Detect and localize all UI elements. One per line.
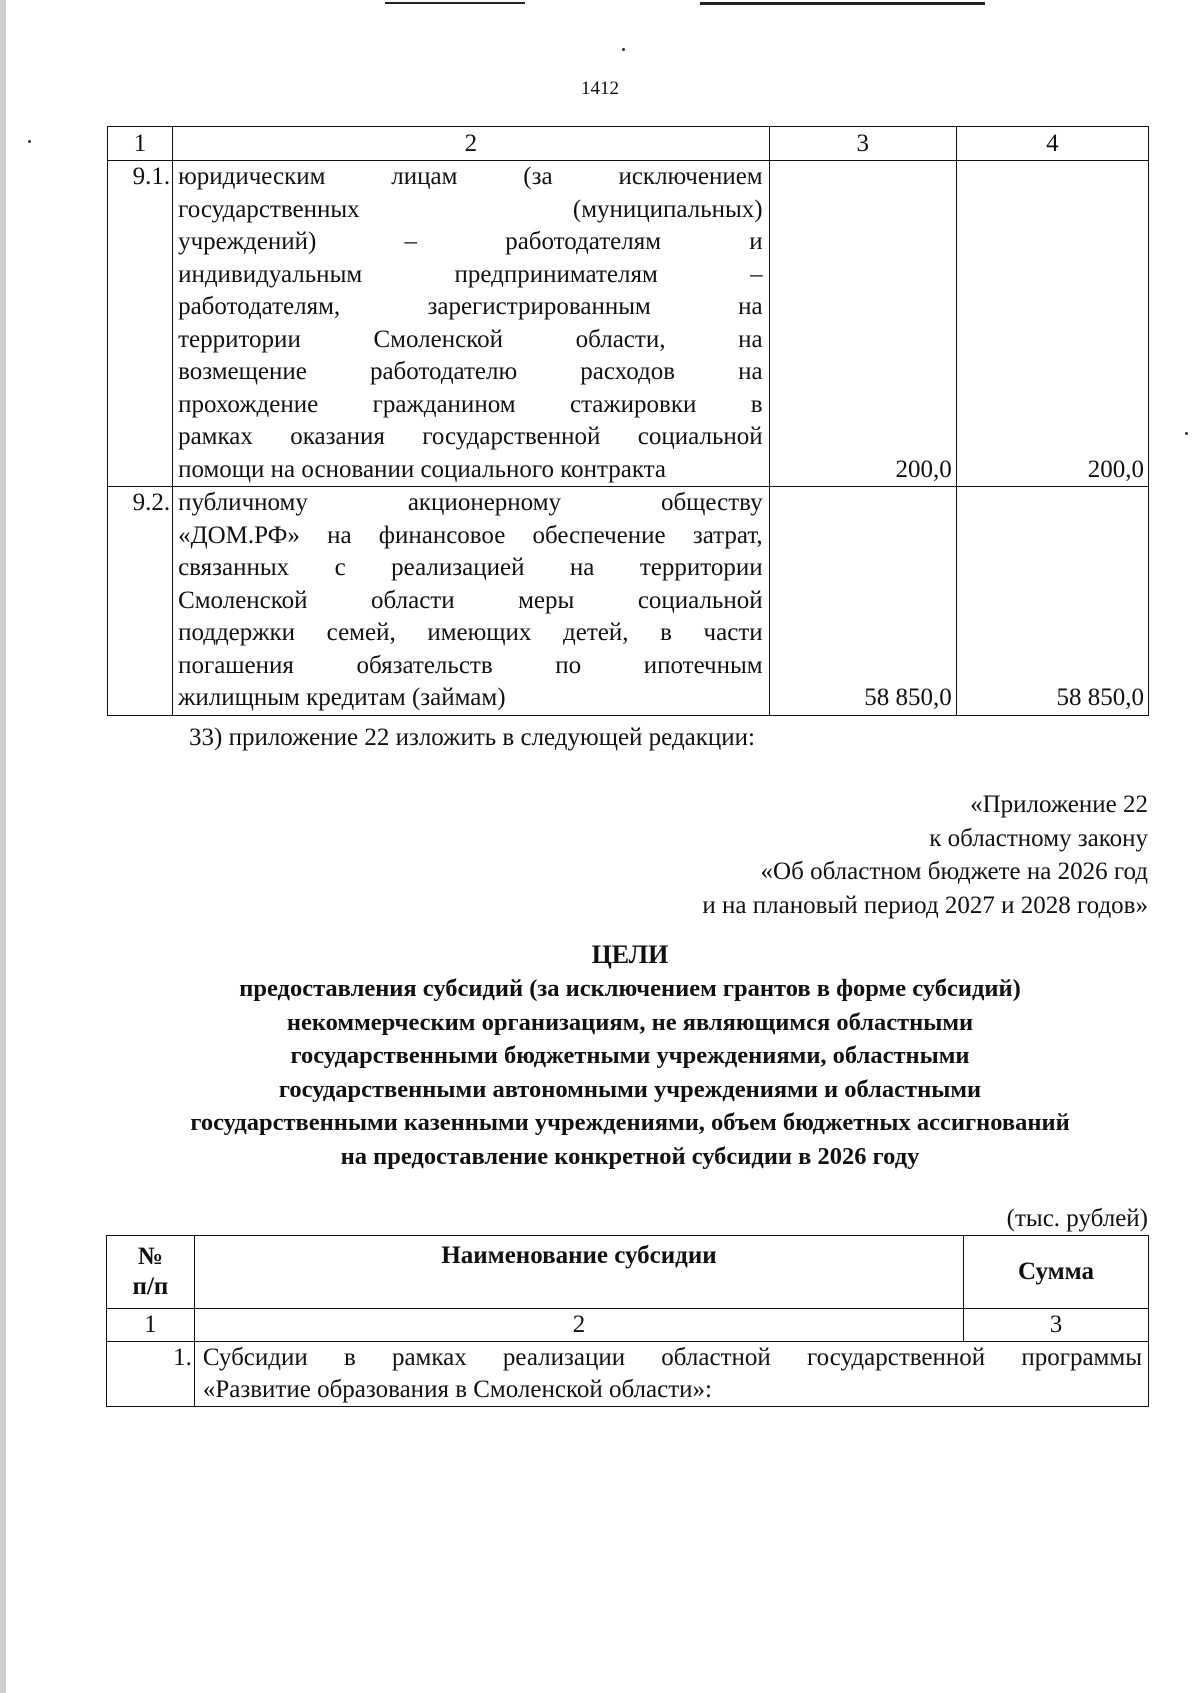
row-description	[173, 161, 770, 487]
row-value-col4: 58 850,0	[956, 487, 1148, 716]
heading-line: предоставления субсидий (за исключением грантов в форме субсидий)	[239, 975, 1021, 1002]
header-number-cell	[107, 1236, 195, 1309]
scan-top-artifact	[385, 2, 525, 4]
units-label: (тыс. рублей)	[1006, 1205, 1148, 1232]
text-line: связанных с реализацией на территории	[178, 554, 763, 581]
amendment-paragraph: 33) приложение 22 изложить в следующей редакции:	[189, 724, 755, 751]
column-number: 1	[107, 1309, 195, 1342]
heading-title: ЦЕЛИ	[591, 940, 669, 969]
scan-edge-shadow	[0, 0, 6, 1693]
row-description	[173, 487, 770, 716]
appendix-line: «Приложение 22	[970, 791, 1148, 818]
text-line: учреждений) – работодателям и	[178, 228, 763, 255]
scan-speck	[28, 140, 31, 143]
text-line: рамках оказания государственной социальной	[178, 423, 763, 450]
text-line: государственных (муниципальных)	[178, 195, 763, 223]
text-line: индивидуальным предпринимателям –	[178, 260, 763, 288]
appendix-reference	[702, 788, 1148, 922]
appendix-line: к областному закону	[929, 824, 1148, 852]
text-line: «ДОМ.РФ» на финансовое обеспечение затрат,	[178, 521, 763, 549]
text-line: прохождение гражданином стажировки в	[178, 390, 763, 418]
row-number: 9.2.	[108, 487, 173, 716]
heading-line: государственными бюджетными учреждениями, областными	[290, 1042, 970, 1069]
text-line: Смоленской области меры социальной	[178, 586, 763, 614]
header-subsidy-name: Наименование субсидии	[194, 1236, 963, 1309]
appendix-line: и на плановый период 2027 и 2028 годов»	[702, 891, 1148, 919]
text-line: возмещение работодателю расходов на	[178, 358, 763, 385]
scan-top-artifact	[700, 2, 985, 5]
page-number: 1412	[581, 78, 619, 99]
text-line: жилищным кредитам (займам)	[178, 684, 506, 711]
column-number: 3	[769, 127, 956, 161]
table-row	[108, 161, 1149, 487]
heading-line: некоммерческим организациям, не являющимся областными	[286, 1008, 974, 1036]
scan-speck	[1185, 432, 1188, 435]
column-number: 4	[956, 127, 1148, 161]
row-value-col4: 200,0	[956, 161, 1148, 487]
header-number-abbr: п/п	[132, 1273, 169, 1300]
text-line: территории Смоленской области, на	[178, 325, 763, 353]
heading-line: на предоставление конкретной субсидии в 2026 году	[340, 1142, 920, 1170]
document-heading	[110, 938, 1150, 1173]
row-value-col3: 58 850,0	[769, 487, 956, 716]
text-line: Субсидии в рамках реализации областной государственной программы	[202, 1344, 1142, 1371]
column-number: 2	[173, 127, 770, 161]
text-line: помощи на основании социального контракта	[178, 455, 666, 483]
heading-line: государственными автономными учреждениями и областными	[278, 1075, 982, 1103]
row-number: 9.1.	[108, 161, 173, 487]
subsidy-table	[106, 1235, 1149, 1407]
table-row	[107, 1342, 1149, 1407]
row-description	[194, 1342, 1148, 1407]
row-value-col3: 200,0	[769, 161, 956, 487]
table-header-row	[107, 1236, 1149, 1309]
column-numbering-row	[107, 1309, 1149, 1342]
text-line: поддержки семей, имеющих детей, в части	[178, 619, 763, 646]
header-number-sign: №	[137, 1243, 163, 1270]
appendix-line: «Об областном бюджете на 2026 год	[760, 858, 1148, 885]
row-number: 1.	[107, 1342, 195, 1407]
header-sum: Сумма	[964, 1236, 1149, 1309]
scan-speck	[622, 48, 625, 51]
text-line: юридическим лицам (за исключением	[178, 163, 763, 190]
column-number: 2	[194, 1309, 963, 1342]
heading-line: государственными казенными учреждениями, объем бюджетных ассигнований	[190, 1109, 1070, 1136]
text-line: погашения обязательств по ипотечным	[178, 651, 763, 679]
column-number: 3	[964, 1309, 1149, 1342]
table-row	[108, 487, 1149, 716]
table-header-row	[108, 127, 1149, 161]
text-line: «Развитие образования в Смоленской области»:	[202, 1376, 712, 1403]
text-line: публичному акционерному обществу	[178, 489, 763, 516]
column-number: 1	[108, 127, 173, 161]
budget-table-continuation	[107, 126, 1149, 716]
text-line: работодателям, зарегистрированным на	[178, 293, 763, 320]
